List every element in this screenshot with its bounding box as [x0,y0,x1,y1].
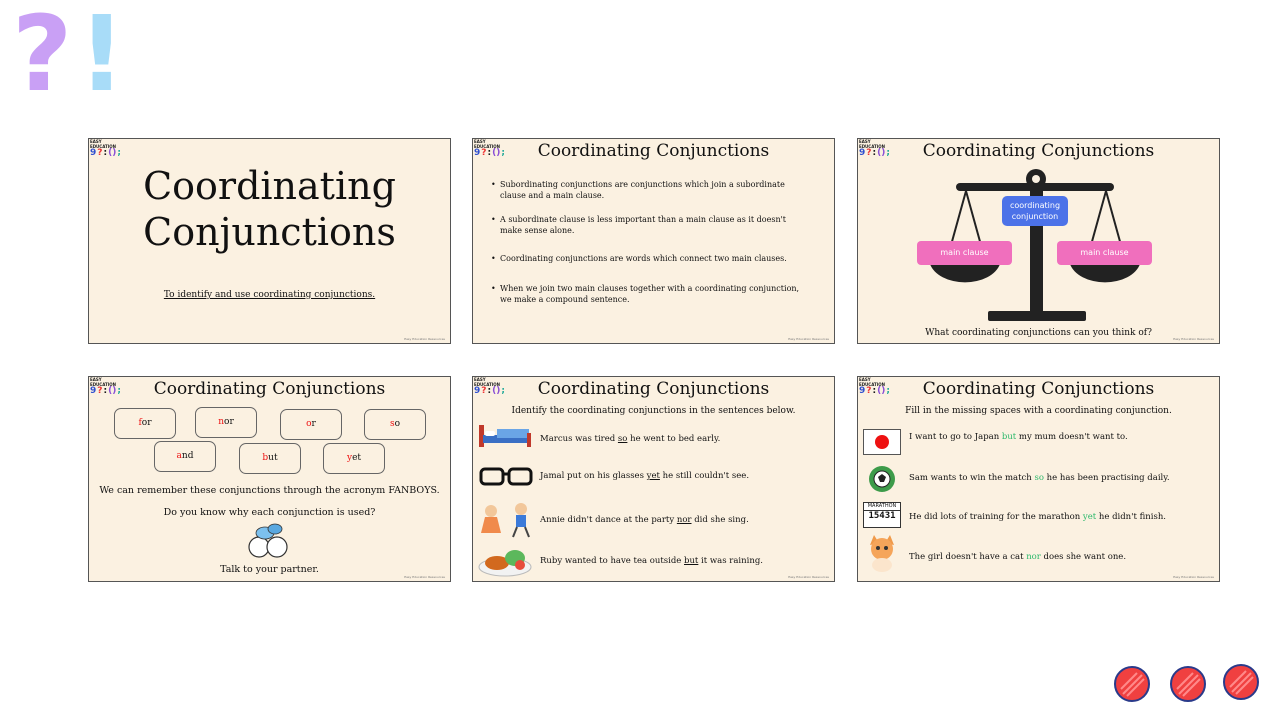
slide-title: Coordinating Conjunctions [153,379,386,399]
conjunction-card-nor: nor [195,407,257,438]
nav-button-1[interactable] [1113,665,1151,703]
activity-instruction: Identify the coordinating conjunctions in the sentences below. [511,406,796,416]
exclamation-mark-decoration: ! [78,0,126,115]
brand-logo: EASY EDUCATION 9 ? : () ; [474,377,505,396]
glasses-icon [479,465,533,487]
football-icon [864,463,900,495]
conjunction-card-or: or [280,409,342,440]
conjunction-card-yet: yet [323,443,385,474]
slide-footer: Easy Education Ressources [788,337,829,341]
activity-instruction: Fill in the missing spaces with a coordinating conjunction. [905,406,1172,416]
discussion-prompt: Do you know why each conjunction is used? [163,507,376,518]
bed-icon [477,423,533,449]
slide-thumbnail-title[interactable] [88,138,451,344]
main-clause-left-label: main clause [917,241,1012,265]
slide-footer: Easy Education Ressources [1173,575,1214,579]
nav-button-3[interactable] [1222,663,1260,701]
conjunction-card-so: so [364,409,426,440]
slide-thumbnail-scales[interactable] [857,138,1220,344]
slide-title: Coordinating Conjunctions [537,379,770,399]
dancers-icon [479,503,533,539]
conjunction-card-for: for [114,408,176,439]
brand-logo: EASY EDUCATION 9 ? : () ; [474,139,505,158]
slide-footer: Easy Education Ressources [404,575,445,579]
brand-logo: EASY EDUCATION 9 ? : () ; [859,377,890,396]
main-clause-right-label: main clause [1057,241,1152,265]
discussion-question: What coordinating conjunctions can you think of? [925,328,1152,338]
sentence: Ruby wanted to have tea outside but it was raining. [540,556,763,566]
conjunction-card-but: but [239,443,301,474]
conjunction-card-and: and [154,441,216,472]
sentence: Annie didn't dance at the party nor did she sing. [540,515,749,525]
slide-footer: Easy Education Ressources [1173,337,1214,341]
sentence: I want to go to Japan but my mum doesn't want to. [909,432,1128,442]
brand-logo: EASY EDUCATION 9 ? : () ; [90,139,121,158]
bullet-item: • A subordinate clause is less important than a main clause as it doesn't make sense alone. [491,214,804,236]
slide-thumbnail-fill[interactable] [857,376,1220,582]
brand-logo: EASY EDUCATION 9 ? : () ; [859,139,890,158]
nav-button-2[interactable] [1169,665,1207,703]
bullet-item: • Coordinating conjunctions are words which connect two main clauses. [491,253,804,264]
learning-objective: To identify and use coordinating conjunctions. [163,290,376,300]
talking-heads-icon [245,523,293,563]
sentence: He did lots of training for the marathon yet he didn't finish. [909,512,1166,522]
slide-thumbnail-fanboys[interactable] [88,376,451,582]
definition-list [491,179,804,318]
bullet-item: • When we join two main clauses together with a coordinating conjunction, we make a compound sentence. [491,283,804,305]
talk-to-partner: Talk to your partner. [220,564,319,575]
sentence: Sam wants to win the match so he has been practising daily. [909,473,1170,483]
question-mark-decoration: ? [12,0,73,115]
coordinating-conjunction-label: coordinating conjunction [1002,196,1068,226]
fanboys-explanation: We can remember these conjunctions through the acronym FANBOYS. [99,485,440,496]
balance-scale-icon [858,139,1220,344]
slide-title: Coordinating Conjunctions [537,141,770,161]
marathon-bib-icon: MARATHON 15431 [863,502,901,528]
slide-title: Coordinating Conjunctions [922,379,1155,399]
slide-thumbnail-definitions[interactable] [472,138,835,344]
sentence: Jamal put on his glasses yet he still couldn't see. [540,471,750,481]
slide-thumbnail-identify[interactable] [472,376,835,582]
bullet-item: • Subordinating conjunctions are conjunctions which join a subordinate clause and a main clause. [491,179,804,201]
slide-title: Coordinating Conjunctions [143,164,396,254]
sentence: The girl doesn't have a cat nor does she want one. [909,552,1127,562]
food-plate-icon [477,543,535,577]
cat-icon [864,535,900,573]
japan-flag-icon [863,429,901,455]
slide-footer: Easy Education Ressources [404,337,445,341]
slide-footer: Easy Education Ressources [788,575,829,579]
sentence: Marcus was tired so he went to bed early. [540,434,721,444]
brand-logo: EASY EDUCATION 9 ? : () ; [90,377,121,396]
slide-title: Coordinating Conjunctions [922,141,1155,161]
